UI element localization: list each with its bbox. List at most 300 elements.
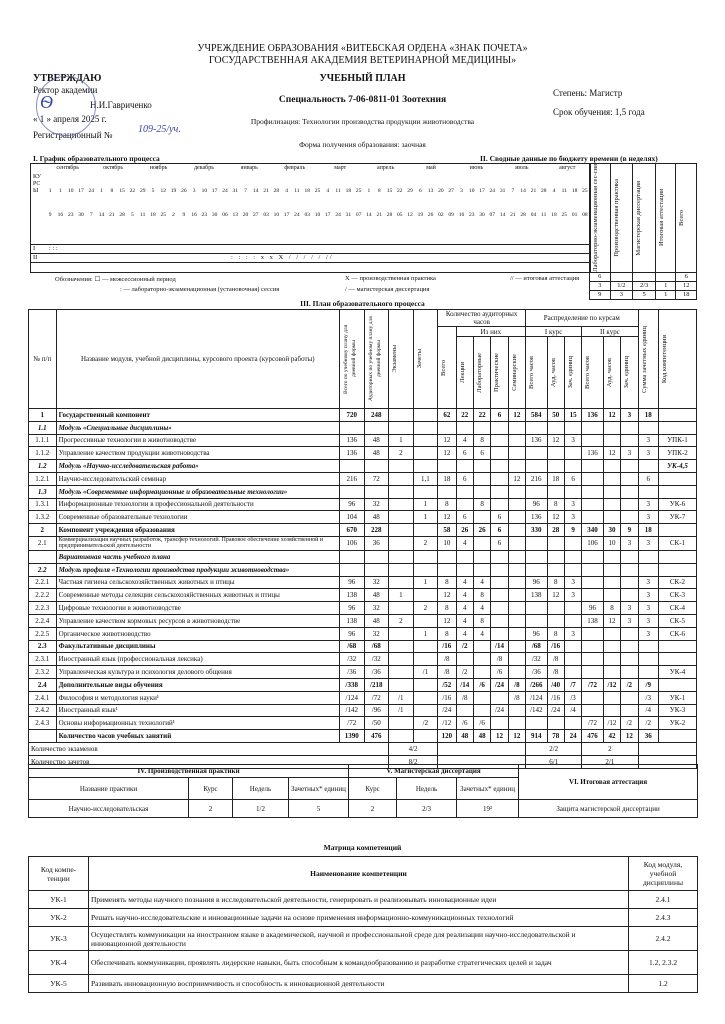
plan-header-exams: Экзамены (389, 310, 414, 409)
plan-row-value: 120 (438, 730, 456, 743)
plan-row-value (364, 460, 389, 473)
plan-row-value: /68 (364, 640, 389, 653)
budget-row (590, 281, 697, 290)
plan-row-num: 2.3.1 (29, 653, 57, 666)
day-label: 25 (582, 188, 588, 194)
plan-row-value (603, 653, 620, 666)
plan-row-value (582, 640, 603, 653)
plan-row-num: 2.1 (29, 536, 57, 550)
plan-row-value (413, 678, 438, 691)
plan-row-value (473, 666, 490, 679)
plan-row-value: 3 (564, 498, 581, 511)
schedule-title: I. График образовательного процесса (33, 154, 160, 163)
exam-count-label: Количество экзаменов (29, 742, 389, 755)
plan-header-distribution: Распределение по курсам (526, 310, 638, 327)
plan-row-value: 2 (413, 602, 438, 615)
plan-row (29, 434, 697, 447)
day-label: 4 (326, 188, 330, 194)
day-label: 16 (57, 212, 64, 218)
plan-row (29, 485, 697, 498)
plan-row-value: УК-7 (658, 511, 696, 524)
day-label: 27 (448, 188, 454, 194)
plan-row-value (526, 421, 547, 434)
plan-row-value (508, 704, 525, 717)
plan-row-value (508, 536, 525, 550)
seal-stamp (36, 76, 96, 136)
plan-row-value: 340 (582, 524, 603, 537)
plan-row-value (473, 421, 490, 434)
months-row (45, 165, 590, 175)
budget-cell: 6 (676, 272, 697, 281)
dissertation-course: 2 (349, 800, 397, 818)
plan-row-value (564, 653, 581, 666)
day-label: 2 (172, 212, 175, 218)
plan-row-value: 26 (473, 524, 490, 537)
plan-row-value (389, 409, 414, 422)
plan-row-value: 720 (339, 409, 364, 422)
plan-row-value: 3 (638, 511, 658, 524)
plan-row-value (603, 589, 620, 602)
plan-row-value (508, 640, 525, 653)
month-label: июль (515, 165, 529, 171)
plan-row-value (603, 434, 620, 447)
plan-row-value (413, 589, 438, 602)
plan-row-value (638, 550, 658, 563)
day-label: 21 (530, 188, 537, 194)
budget-row (590, 272, 697, 281)
plan-header-sum-ze: Сумма зачетных единиц (638, 310, 658, 409)
day-label: 28 (386, 212, 393, 218)
matrix-header-name: Наименование компетенции (89, 857, 629, 891)
plan-row-value (491, 421, 508, 434)
plan-row-num (29, 550, 57, 563)
month-label: август (559, 165, 576, 171)
plan-row-value (638, 666, 658, 679)
day-label: 14 (499, 212, 506, 218)
plan-row-value: /14 (491, 640, 508, 653)
profile: Профилизация: Технологии производства продукции животноводства (250, 117, 475, 126)
plan-row-value: УК-4 (658, 666, 696, 679)
plan-row-value: 8 (547, 498, 564, 511)
plan-row-value (508, 589, 525, 602)
plan-row-value: 24 (564, 730, 581, 743)
day-label: 20 (438, 188, 444, 194)
plan-row-num: 2.4.1 (29, 691, 57, 704)
plan-row-name: Информационные технологии в профессиональной деятельности (56, 498, 339, 511)
plan-row-value: 6 (456, 447, 473, 460)
plan-row-value (526, 485, 547, 498)
plan-row-name: Дополнительные виды обучения (56, 678, 339, 691)
plan-row-value (508, 666, 525, 679)
plan-row-value: 6 (456, 472, 473, 485)
plan-section-title: III. План образовательного процесса (300, 299, 425, 308)
budget-table (589, 163, 697, 300)
plan-row-value: 1 (413, 627, 438, 640)
plan-row-value: 8 (438, 576, 456, 589)
plan-row-name: Факультативные дисциплины (56, 640, 339, 653)
plan-row-value: 12 (603, 409, 620, 422)
plan-row-num: 2.2 (29, 563, 57, 576)
plan-row (29, 447, 697, 460)
plan-row-value (389, 666, 414, 679)
plan-row-value: /6 (473, 678, 490, 691)
plan-row-value (456, 563, 473, 576)
plan-row-value: /12 (438, 717, 456, 730)
matrix-row (29, 975, 698, 993)
plan-row-value (413, 640, 438, 653)
schedule-grid (30, 163, 591, 273)
plan-row-value: /16 (547, 640, 564, 653)
plan-row-value: /36 (364, 666, 389, 679)
plan-row-value: /3 (638, 691, 658, 704)
plan-row-value: 8 (473, 614, 490, 627)
month-label: апрель (377, 165, 395, 171)
day-label: 10 (201, 188, 208, 194)
plan-row-value: /36 (526, 666, 547, 679)
plan-row-value: 8 (547, 576, 564, 589)
plan-row-value (658, 678, 696, 691)
plan-row (29, 589, 697, 602)
matrix-row (29, 927, 698, 951)
plan-row-value: /68 (526, 640, 547, 653)
plan-header-pract: Практические (491, 337, 508, 409)
plan-row-value: 3 (564, 589, 581, 602)
plan-row-value: 10 (438, 536, 456, 550)
plan-row-name: Иностранный язык (профессиональная лексика) (56, 653, 339, 666)
plan-row-value: /24 (547, 704, 564, 717)
day-label: 30 (479, 212, 485, 218)
plan-row-value: /96 (364, 704, 389, 717)
plan-row-value (438, 485, 456, 498)
plan-row-value (491, 460, 508, 473)
plan-row-value (547, 447, 564, 460)
legend-practice: X — производственная практика (345, 275, 436, 282)
plan-row-value: /266 (526, 678, 547, 691)
plan-row-value (603, 627, 620, 640)
plan-row-value: /124 (339, 691, 364, 704)
plan-row-value (658, 550, 696, 563)
plan-row-value (638, 640, 658, 653)
month-label: декабрь (193, 165, 214, 171)
plan-row-value (491, 563, 508, 576)
plan-row-value: 36 (638, 730, 658, 743)
matrix-title: Матрица компетенций (323, 843, 402, 852)
plan-row-value: 1 (389, 434, 414, 447)
plan-row-value (547, 536, 564, 550)
org-name-line1: УЧРЕЖДЕНИЕ ОБРАЗОВАНИЯ «ВИТЕБСКАЯ ОРДЕНА «ЗНАК ПОЧЕТА» (197, 43, 528, 54)
degree: Степень: Магистр (553, 88, 623, 98)
plan-row-value: УК-2 (658, 717, 696, 730)
plan-row-value (413, 653, 438, 666)
plan-row (29, 563, 697, 576)
plan-row-value (547, 602, 564, 615)
plan-row-value: 3 (638, 498, 658, 511)
legend-session: : — лабораторно-экзаменационная (установочная) сессия (120, 286, 280, 293)
plan-row-value (564, 421, 581, 434)
budget-row (590, 290, 697, 299)
plan-row-value (491, 627, 508, 640)
plan-row-name: Государственный компонент (56, 409, 339, 422)
plan-row-value (582, 460, 603, 473)
plan-header-c2-total: Всего часов (582, 337, 603, 409)
plan-row-value (564, 602, 581, 615)
days-row-2 (45, 212, 590, 224)
matrix-row (29, 909, 698, 927)
plan-row-name: Прогрессивные технологии в животноводстве (56, 434, 339, 447)
plan-row-value: 4 (473, 576, 490, 589)
plan-row-value (508, 653, 525, 666)
plan-header-course2: II курс (582, 327, 638, 337)
plan-row-value (582, 563, 603, 576)
budget-cell: 6 (590, 272, 611, 281)
plan-row-value (438, 563, 456, 576)
budget-cell: 9 (590, 290, 611, 299)
plan-row-value (389, 498, 414, 511)
plan-row-value (339, 485, 364, 498)
plan-row-value: 136 (582, 447, 603, 460)
budget-cell (655, 272, 676, 281)
day-label: 11 (335, 188, 341, 194)
plan-row-value: /32 (526, 653, 547, 666)
day-label: 12 (160, 188, 166, 194)
plan-row-value: /1 (413, 666, 438, 679)
plan-row-value (582, 666, 603, 679)
plan-row-value: УК-6 (658, 498, 696, 511)
plan-row-value: /8 (456, 691, 473, 704)
plan-row-value (621, 576, 638, 589)
plan-row-value (547, 421, 564, 434)
plan-row-value (491, 485, 508, 498)
month-label: июнь (469, 165, 484, 171)
plan-row-value: 3 (564, 511, 581, 524)
plan-row-value (508, 627, 525, 640)
plan-row-name: Управление качеством кормовых ресурсов в животноводстве (56, 614, 339, 627)
plan-row-name: Модуль «Современные информационные и образовательные технологии» (56, 485, 339, 498)
plan-row-value (603, 485, 620, 498)
dissertation-weeks: 2/3 (397, 800, 457, 818)
plan-row-value (339, 460, 364, 473)
budget-cell: 1/2 (610, 281, 633, 290)
day-label: 24 (88, 188, 95, 194)
day-label: 28 (520, 212, 526, 218)
matrix-header-code: Код компе-тенции (29, 857, 89, 891)
plan-row-value: 36 (364, 536, 389, 550)
plan-row-value: 8 (603, 602, 620, 615)
budget-cell: 1 (655, 290, 676, 299)
plan-row (29, 498, 697, 511)
plan-row-value (603, 666, 620, 679)
day-label: 10 (468, 188, 475, 194)
plan-row-value: 12 (547, 589, 564, 602)
budget-header-attestation: Итоговая аттестация (655, 164, 676, 273)
plan-row-value (491, 576, 508, 589)
day-label: 3 (460, 188, 463, 194)
day-label: 10 (273, 212, 280, 218)
approve-date: « 1 » апреля 2025 г. (33, 114, 107, 124)
plan-row-value (603, 691, 620, 704)
budget-cell: 2/3 (633, 281, 656, 290)
matrix-code: УК-4 (29, 951, 89, 975)
plan-row-value (413, 704, 438, 717)
plan-row-value (364, 421, 389, 434)
plan-row-value (413, 691, 438, 704)
plan-row-value: СК-1 (658, 536, 696, 550)
plan-row-num (29, 730, 57, 743)
day-label: 07 (489, 212, 496, 218)
budget-cell: 3 (590, 281, 611, 290)
plan-row-value: 96 (339, 627, 364, 640)
plan-row-value: 1 (389, 589, 414, 602)
plan-header-c1-ze: Зач. единиц (564, 337, 581, 409)
plan-row-value: 106 (582, 536, 603, 550)
plan-row-value: 6 (456, 511, 473, 524)
plan-row-value (547, 485, 564, 498)
exam-count-c2: 2 (582, 742, 638, 755)
month-label: март (334, 165, 347, 171)
plan-row-num: 1.2 (29, 460, 57, 473)
plan-row-value: 96 (339, 576, 364, 589)
plan-row-value (389, 511, 414, 524)
plan-row-value: 12 (508, 730, 525, 743)
plan-row-value (564, 614, 581, 627)
plan-row-value: 4 (456, 589, 473, 602)
plan-row-value (456, 704, 473, 717)
day-label: 14 (253, 188, 259, 194)
plan-row-value (389, 563, 414, 576)
plan-row-value: 8 (473, 498, 490, 511)
plan-row-num: 1.1.2 (29, 447, 57, 460)
plan-row-num: 2.4.2 (29, 704, 57, 717)
plan-row-value: 18 (438, 472, 456, 485)
plan-row (29, 730, 697, 743)
dissertation-header-ze: Зачетных* единиц (457, 778, 519, 800)
plan-row-name: Управление качеством продукции животноводства (56, 447, 339, 460)
matrix-module: 2.4.2 (629, 927, 698, 951)
plan-row-value: 3 (638, 589, 658, 602)
day-label: 18 (304, 188, 310, 194)
plan-row-name: Коммерциализация научных разработок, трансфер технологий. Правовое обеспечение хозяйственной и предпринимательской деятельности (56, 536, 339, 550)
plan-row-value: 138 (526, 589, 547, 602)
plan-header-credits: Зачеты (413, 310, 438, 409)
plan-row-value: 1390 (339, 730, 364, 743)
plan-row-value (389, 421, 414, 434)
plan-row-value: /218 (364, 678, 389, 691)
plan-row-value (491, 498, 508, 511)
matrix-code: УК-5 (29, 975, 89, 993)
plan-row-value: /7 (564, 678, 581, 691)
plan-row-value (621, 691, 638, 704)
day-label: 28 (273, 188, 280, 194)
plan-row-value (621, 653, 638, 666)
plan-row-value (621, 563, 638, 576)
legend-interval: Обозначения: ☐ — межсессионный период (55, 276, 176, 283)
plan-row-value: 8 (473, 589, 490, 602)
matrix-code: УК-1 (29, 891, 89, 909)
plan-row-value (658, 730, 696, 743)
plan-row-value: 4 (456, 536, 473, 550)
plan-row-value (564, 447, 581, 460)
plan-row-value: 476 (582, 730, 603, 743)
plan-row-value: 8 (438, 602, 456, 615)
plan-row-value (508, 511, 525, 524)
dissertation-section-title: V. Магистерская диссертация (349, 765, 519, 778)
practice-header-weeks: Недель (233, 778, 289, 800)
plan-row-value (547, 550, 564, 563)
plan-row-value (508, 485, 525, 498)
approve-label: УТВЕРЖДАЮ (33, 73, 102, 84)
plan-row-value: 50 (547, 409, 564, 422)
plan-row (29, 678, 697, 691)
plan-row-value (526, 563, 547, 576)
day-label: 5 (131, 212, 134, 218)
plan-row-num: 1.1.1 (29, 434, 57, 447)
plan-row-value: /16 (438, 691, 456, 704)
plan-row (29, 627, 697, 640)
day-label: 10 (314, 212, 321, 218)
plan-row-value (603, 498, 620, 511)
day-label: 21 (263, 188, 269, 194)
plan-row (29, 576, 697, 589)
day-label: 17 (325, 212, 331, 218)
day-label: 15 (119, 188, 125, 194)
budget-cell: 1 (655, 281, 676, 290)
plan-row-value (473, 640, 490, 653)
day-label: 31 (345, 212, 352, 218)
plan-row-value (564, 717, 581, 730)
plan-row-value (564, 666, 581, 679)
plan-row-value (564, 485, 581, 498)
plan-row-value: /24 (491, 704, 508, 717)
plan-row-value: 3 (564, 627, 581, 640)
plan-row-value: 3 (638, 536, 658, 550)
day-label: 09 (448, 212, 454, 218)
plan-row (29, 472, 697, 485)
plan-row-value (389, 602, 414, 615)
day-label: 18 (551, 212, 557, 218)
day-label: 25 (160, 212, 166, 218)
plan-row-num: 2.2.5 (29, 627, 57, 640)
plan-row-value: /6 (473, 717, 490, 730)
plan-row-value: СК-3 (658, 589, 696, 602)
plan-row-value (603, 421, 620, 434)
day-label: 08 (582, 212, 588, 218)
plan-row-value (582, 485, 603, 498)
day-label: 27 (253, 212, 259, 218)
plan-row-value (547, 614, 564, 627)
plan-row-value: 9 (564, 524, 581, 537)
plan-row-value: 72 (364, 472, 389, 485)
month-label: май (426, 165, 436, 171)
plan-row-value: 96 (339, 602, 364, 615)
plan-row-value (389, 550, 414, 563)
legend-dissertation: / — магистерская диссертация (345, 286, 430, 293)
plan-row-value: 670 (339, 524, 364, 537)
plan-row-value (491, 602, 508, 615)
plan-row-value (413, 421, 438, 434)
plan-row (29, 409, 697, 422)
day-label: 24 (294, 212, 300, 218)
day-label: 04 (530, 212, 537, 218)
credit-count-c1: 6/1 (526, 755, 582, 768)
plan-row-value: /2 (621, 717, 638, 730)
plan-row-value: УПК-2 (658, 447, 696, 460)
plan-row-num: 2.2.1 (29, 576, 57, 589)
matrix-module: 1.2 (629, 975, 698, 993)
plan-row-name: Вариативная часть учебного плана (56, 550, 339, 563)
plan-row-value (603, 640, 620, 653)
plan-row-value (473, 472, 490, 485)
plan-row-value: 6 (564, 472, 581, 485)
